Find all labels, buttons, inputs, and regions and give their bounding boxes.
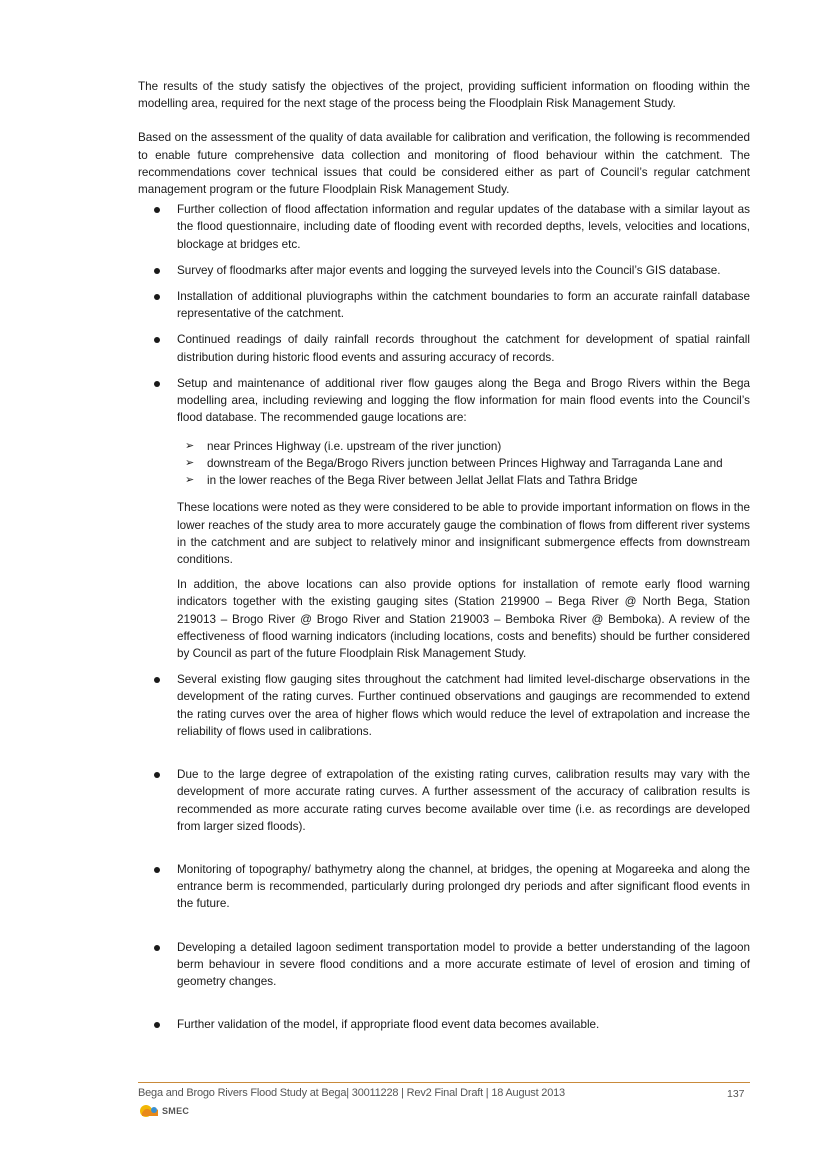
bullet-icon [154,381,160,387]
list-item: Several existing flow gauging sites throughout the catchment had limited level-discharge observations in the development of the rating curves. Further continued observations and gaugings are recommended to extend the rating curves over the area of higher flows which would reduce the level of extrapolation and increase the reliability of flows used in calibrations. [138,671,750,740]
arrow-bullet-icon: ➢ [185,457,195,470]
intro-paragraph-1: The results of the study satisfy the objectives of the project, providing sufficient information on flooding within the modelling area, required for the next stage of the process being the Floodplain Risk Management Study. [138,80,750,111]
bullet-icon [154,945,160,951]
arrow-bullet-icon: ➢ [185,440,195,453]
document-body [138,78,750,1042]
bullet-icon [154,337,160,343]
bullet-icon [154,677,160,683]
logo-text: SMEC [162,1106,190,1116]
bullet-icon [154,1022,160,1028]
list-item: Further collection of flood affectation information and regular updates of the database with a similar layout as the flood questionnaire, including date of flooding event with recorded depths, levels, velocities and locations, blockage at bridges etc. [138,201,750,253]
list-item: Developing a detailed lagoon sediment transportation model to provide a better understanding of the lagoon berm behaviour in severe flood conditions and a more accurate estimate of level of erosion and timing of geometry changes. [138,939,750,991]
list-item: Further validation of the model, if appropriate flood event data becomes available. [138,1016,750,1033]
list-item: Continued readings of daily rainfall records throughout the catchment for development of spatial rainfall distribution during historic flood events and assuring accuracy of records. [138,331,750,365]
bullet-icon [154,207,160,213]
gauge-location-item: ➢ in the lower reaches of the Bega River between Jellat Jellat Flats and Tathra Bridge [185,474,638,488]
arrow-bullet-icon: ➢ [185,474,195,487]
bullet-icon [154,294,160,300]
list-item: Setup and maintenance of additional river flow gauges along the Bega and Brogo Rivers within the Bega modelling area, including reviewing and logging the flow information for main flood events into the Council’s flood database. The recommended gauge locations are: ➢ near Princes Highway (i.e. upstream of the river junction) ➢ downstream of the Bega/Brogo Rivers junction between Princes Highway and Tarraganda Lane and ➢ in the lower reaches of the Bega River between Jellat Jellat Flats and Tathra Bridge These locations were noted as they were considered to be able to provide important information on flows in the lower reaches of the study area to more accurately gauge the combination of flows from different river systems in the catchment and are subject to relatively minor and insignificant submergence effects from downstream conditions. In addition, the above locations can also provide options for installation of remote early flood warning indicators together with the existing gauging sites (Station 219900 – Bega River @ North Bega, Station 219013 – Brogo River @ Brogo River and Station 219003 – Bemboka River @ Bemboka). A review of the effectiveness of flood warning indicators (including locations, costs and benefits) should be further considered by Council as part of the future Floodplain Risk Management Study. [138,375,750,662]
gauge-location-list [177,438,750,489]
bullet-icon [154,772,160,778]
list-item: Survey of floodmarks after major events and logging the surveyed levels into the Council’s GIS database. [138,262,750,279]
footer-rule [138,1082,750,1083]
gauge-location-item: ➢ downstream of the Bega/Brogo Rivers junction between Princes Highway and Tarraganda Lane and [185,457,723,471]
footer-citation: Bega and Brogo Rivers Flood Study at Bega| 30011228 | Rev2 Final Draft | 18 August 2013 [138,1087,565,1099]
gauge-rationale-paragraph: These locations were noted as they were considered to be able to provide important information on flows in the lower reaches of the study area to more accurately gauge the combination of flows from different river systems in the catchment and are subject to relatively minor and insignificant submergence effects from downstream conditions. [177,501,751,567]
gauge-location-item: ➢ near Princes Highway (i.e. upstream of the river junction) [185,440,502,454]
list-item: Monitoring of topography/ bathymetry along the channel, at bridges, the opening at Mogareeka and along the entrance berm is recommended, particularly during prolonged dry periods and after significant flood events in the future. [138,861,750,913]
intro-paragraph-2: Based on the assessment of the quality of data available for calibration and verification, the following is recommended to enable future comprehensive data collection and monitoring of flood behaviour within the catchment. The recommendations cover technical issues that could be considered either as part of Council’s regular catchment management program or the future Floodplain Risk Management Study. [138,131,750,197]
smec-logo [140,1103,189,1119]
flood-warning-paragraph: In addition, the above locations can also provide options for installation of remote early flood warning indicators together with the existing gauging sites (Station 219900 – Bega River @ North Bega, Station 219013 – Brogo River @ Brogo River and Station 219003 – Bemboka River @ Bemboka). A review of the effectiveness of flood warning indicators (including locations, costs and benefits) should be further considered by Council as part of the future Floodplain Risk Management Study. [177,578,750,661]
bullet-icon [154,268,160,274]
logo-icon [140,1104,160,1118]
list-item: Due to the large degree of extrapolation of the existing rating curves, calibration results may vary with the development of more accurate rating curves. A further assessment of the accuracy of calibration results is recommended as more accurate rating curves become available over time (i.e. as recordings are developed from larger sized floods). [138,766,750,835]
recommendations-list [138,201,750,1033]
list-item: Installation of additional pluviographs within the catchment boundaries to form an accurate rainfall database representative of the catchment. [138,288,750,322]
page-number: 137 [727,1088,745,1100]
bullet-icon [154,867,160,873]
